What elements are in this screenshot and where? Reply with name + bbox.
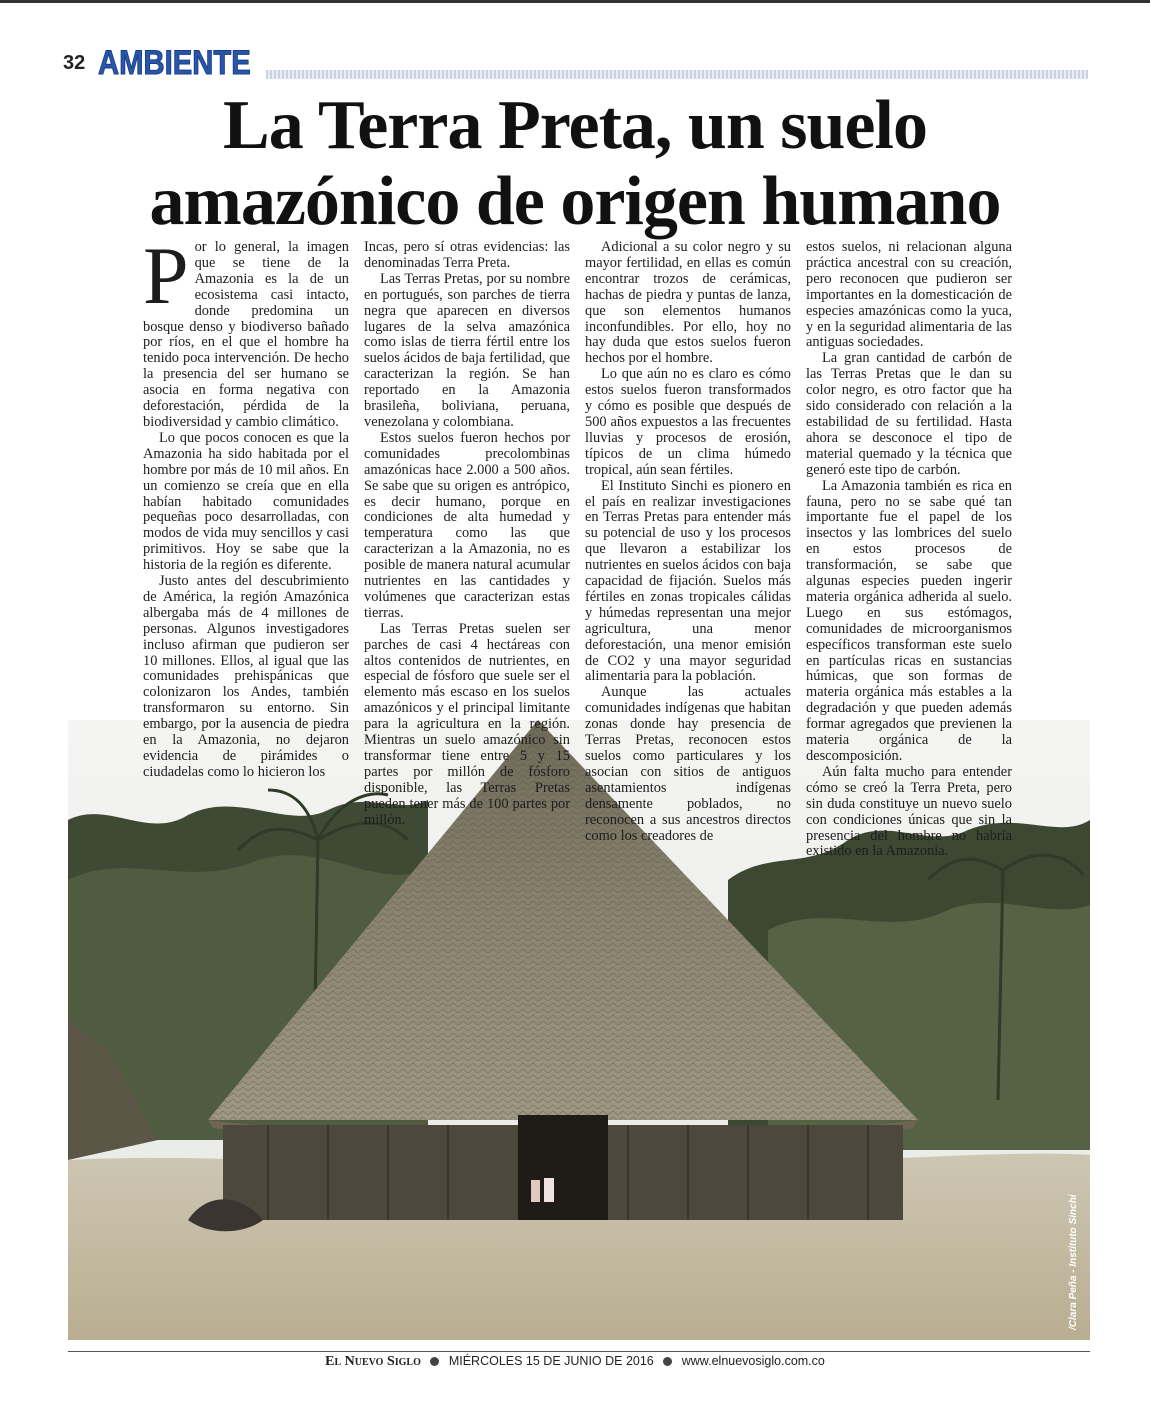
- paragraph: Incas, pero sí otras evidencias: las denominadas Terra Preta.: [364, 239, 570, 271]
- bullet-icon: [663, 1357, 672, 1366]
- paragraph: estos suelos, ni relacionan alguna práctica ancestral con su creación, pero reconocen que pudieron ser importantes en la domesticación de especies amazónicas como la yuca, y en la seguridad alimentaria de las antiguas sociedades.: [806, 239, 1012, 351]
- section-rule: [266, 70, 1088, 79]
- bullet-icon: [430, 1357, 439, 1366]
- page-number: 32: [63, 52, 86, 74]
- paragraph: El Instituto Sinchi es pionero en el país en realizar investigaciones en Terras Pretas para entender más su potencial de uso y los procesos que llevaron a estabilizar los nutrientes en suelos ácidos con baja capacidad de fijación. Suelos más fértiles en zonas tropicales cálidas y húmedas representan una mejor agricultura, una menor deforestación, una menor emisión de CO2 y una mayor seguridad alimentaria para la población.: [585, 477, 791, 685]
- section-title: AMBIENTE: [98, 44, 251, 82]
- headline-line-2: amazónico de origen humano: [149, 163, 1001, 240]
- article-column-3: [585, 240, 791, 844]
- article-column-1: [143, 230, 349, 781]
- paragraph: Estos suelos fueron hechos por comunidades precolombinas amazónicas hace 2.000 a 500 años. Se sabe que su origen es antrópico, es decir humano, porque en condiciones de alta humedad y temperatura como las que caracterizan a la Amazonia, no es posible de manera natural acumular nutrientes en las cantidades y volúmenes que caracterizan estas tierras.: [364, 429, 570, 621]
- headline: [0, 88, 1150, 240]
- issue-date: MIÉRCOLES 15 DE JUNIO DE 2016: [448, 1354, 654, 1368]
- drop-cap: P: [143, 230, 189, 321]
- paragraph: Justo antes del descubrimiento de América, la región Amazónica albergaba más de 4 millones de personas. Algunos investigadores incluso afirman que pudieron ser 10 millones. Ellos, al igual que las comunidades prehispánicas que colonizaron los Andes, también transformaron su entorno. Sin embargo, por la ausencia de piedra en la Amazonia, no dejaron evidencia de pirámides o ciudadelas como lo hicieron los: [143, 573, 349, 780]
- newspaper-brand: El Nuevo Siglo: [325, 1354, 421, 1369]
- paragraph: Lo que pocos conocen es que la Amazonia ha sido habitada por el hombre por más de 10 mil años. En un comienzo se creía que en ella habían habitado comunidades pequeñas poco desarrolladas, con modos de vida muy sencillos y casi primitivos. Hoy se sabe que la historia de la región es diferente.: [143, 429, 349, 574]
- paragraph: Lo que aún no es claro es cómo estos suelos fueron transformados y cómo es posible que después de 500 años expuestos a las frecuentes lluvias y procesos de erosión, típicos de un clima húmedo tropical, aún sean fértiles.: [585, 366, 791, 478]
- paragraph: Aunque las actuales comunidades indígenas que habitan zonas donde hay presencia de Terras Pretas, reconocen estos suelos como particulares y los asocian con sitios de antiguos asentamientos indígenas densamente poblados, no reconocen a sus ancestros directos como los creadores de: [585, 684, 791, 844]
- photo-credit-label: /Clara Peña - Instituto Sinchi: [1068, 1194, 1079, 1330]
- headline-line-1: La Terra Preta, un suelo: [223, 87, 927, 164]
- website-link[interactable]: www.elnuevosiglo.com.co: [681, 1354, 825, 1368]
- paragraph: Adicional a su color negro y su mayor fertilidad, en ellas es común encontrar trozos de cerámicas, hachas de piedra y puntas de lanza, que son elementos humanos inconfundibles. Por ello, hoy no hay duda que estos suelos fueron hechos por el hombre.: [585, 239, 791, 367]
- article-column-2: [364, 240, 570, 829]
- footer-rule: [68, 1351, 1090, 1352]
- article-column-4: [806, 240, 1012, 860]
- paragraph: La gran cantidad de carbón de las Terras Pretas que le dan su color negro, es otro factor que ha sido considerado con relación a la estabilidad de su fertilidad. Hasta ahora se desconoce el tipo de material quemado y la técnica que generó este tipo de carbón.: [806, 350, 1012, 478]
- paragraph: Por lo general, la imagen que se tiene de la Amazonia es la de un ecosistema casi intacto, donde predomina un bosque denso y biodiverso bañado por ríos, en el que el hombre ha tenido poca intervención. De hecho la presencia del ser humano se asocia en forma negativa con deforestación, pérdida de la biodiversidad y cambio climático.: [143, 230, 349, 430]
- paragraph: La Amazonia también es rica en fauna, pero no se sabe qué tan importante fue el papel de los insectos y las lombrices del suelo en estos procesos de transformación, se sabe que algunas especies pueden ingerir materia orgánica adherida al suelo. Luego en sus estómagos, comunidades de microorganismos específicos transforman este suelo en partículas ricas en sustancias húmicas, que son formas de materia orgánica más estables a la degradación y que pueden además formar agregados que previenen la materia orgánica de la descomposición.: [806, 477, 1012, 764]
- top-rule: [0, 0, 1150, 3]
- paragraph: Aún falta mucho para entender cómo se creó la Terra Preta, pero sin duda constituye un nuevo suelo con condiciones únicas que sin la presencia del hombre no habría existido en la Amazonia.: [806, 763, 1012, 860]
- paragraph: Las Terras Pretas, por su nombre en portugués, son parches de tierra negra que aparecen en diversos lugares de la selva amazónica como islas de tierra fértil entre los suelos ácidos de baja fertilidad, que caracterizan la región. Se han reportado en la Amazonia brasileña, boliviana, peruana, venezolana y colombiana.: [364, 270, 570, 430]
- footer: [0, 1354, 1150, 1370]
- paragraph: Las Terras Pretas suelen ser parches de casi 4 hectáreas con altos contenidos de nutrientes, en especial de fósforo que suele ser el elemento más escaso en los suelos amazónicos y el principal limitante para la agricultura en la región. Mientras un suelo amazónico sin transformar tiene entre 5 y 15 partes por millón de fósforo disponible, las Terras Pretas pueden tener más de 100 partes por millón.: [364, 620, 570, 828]
